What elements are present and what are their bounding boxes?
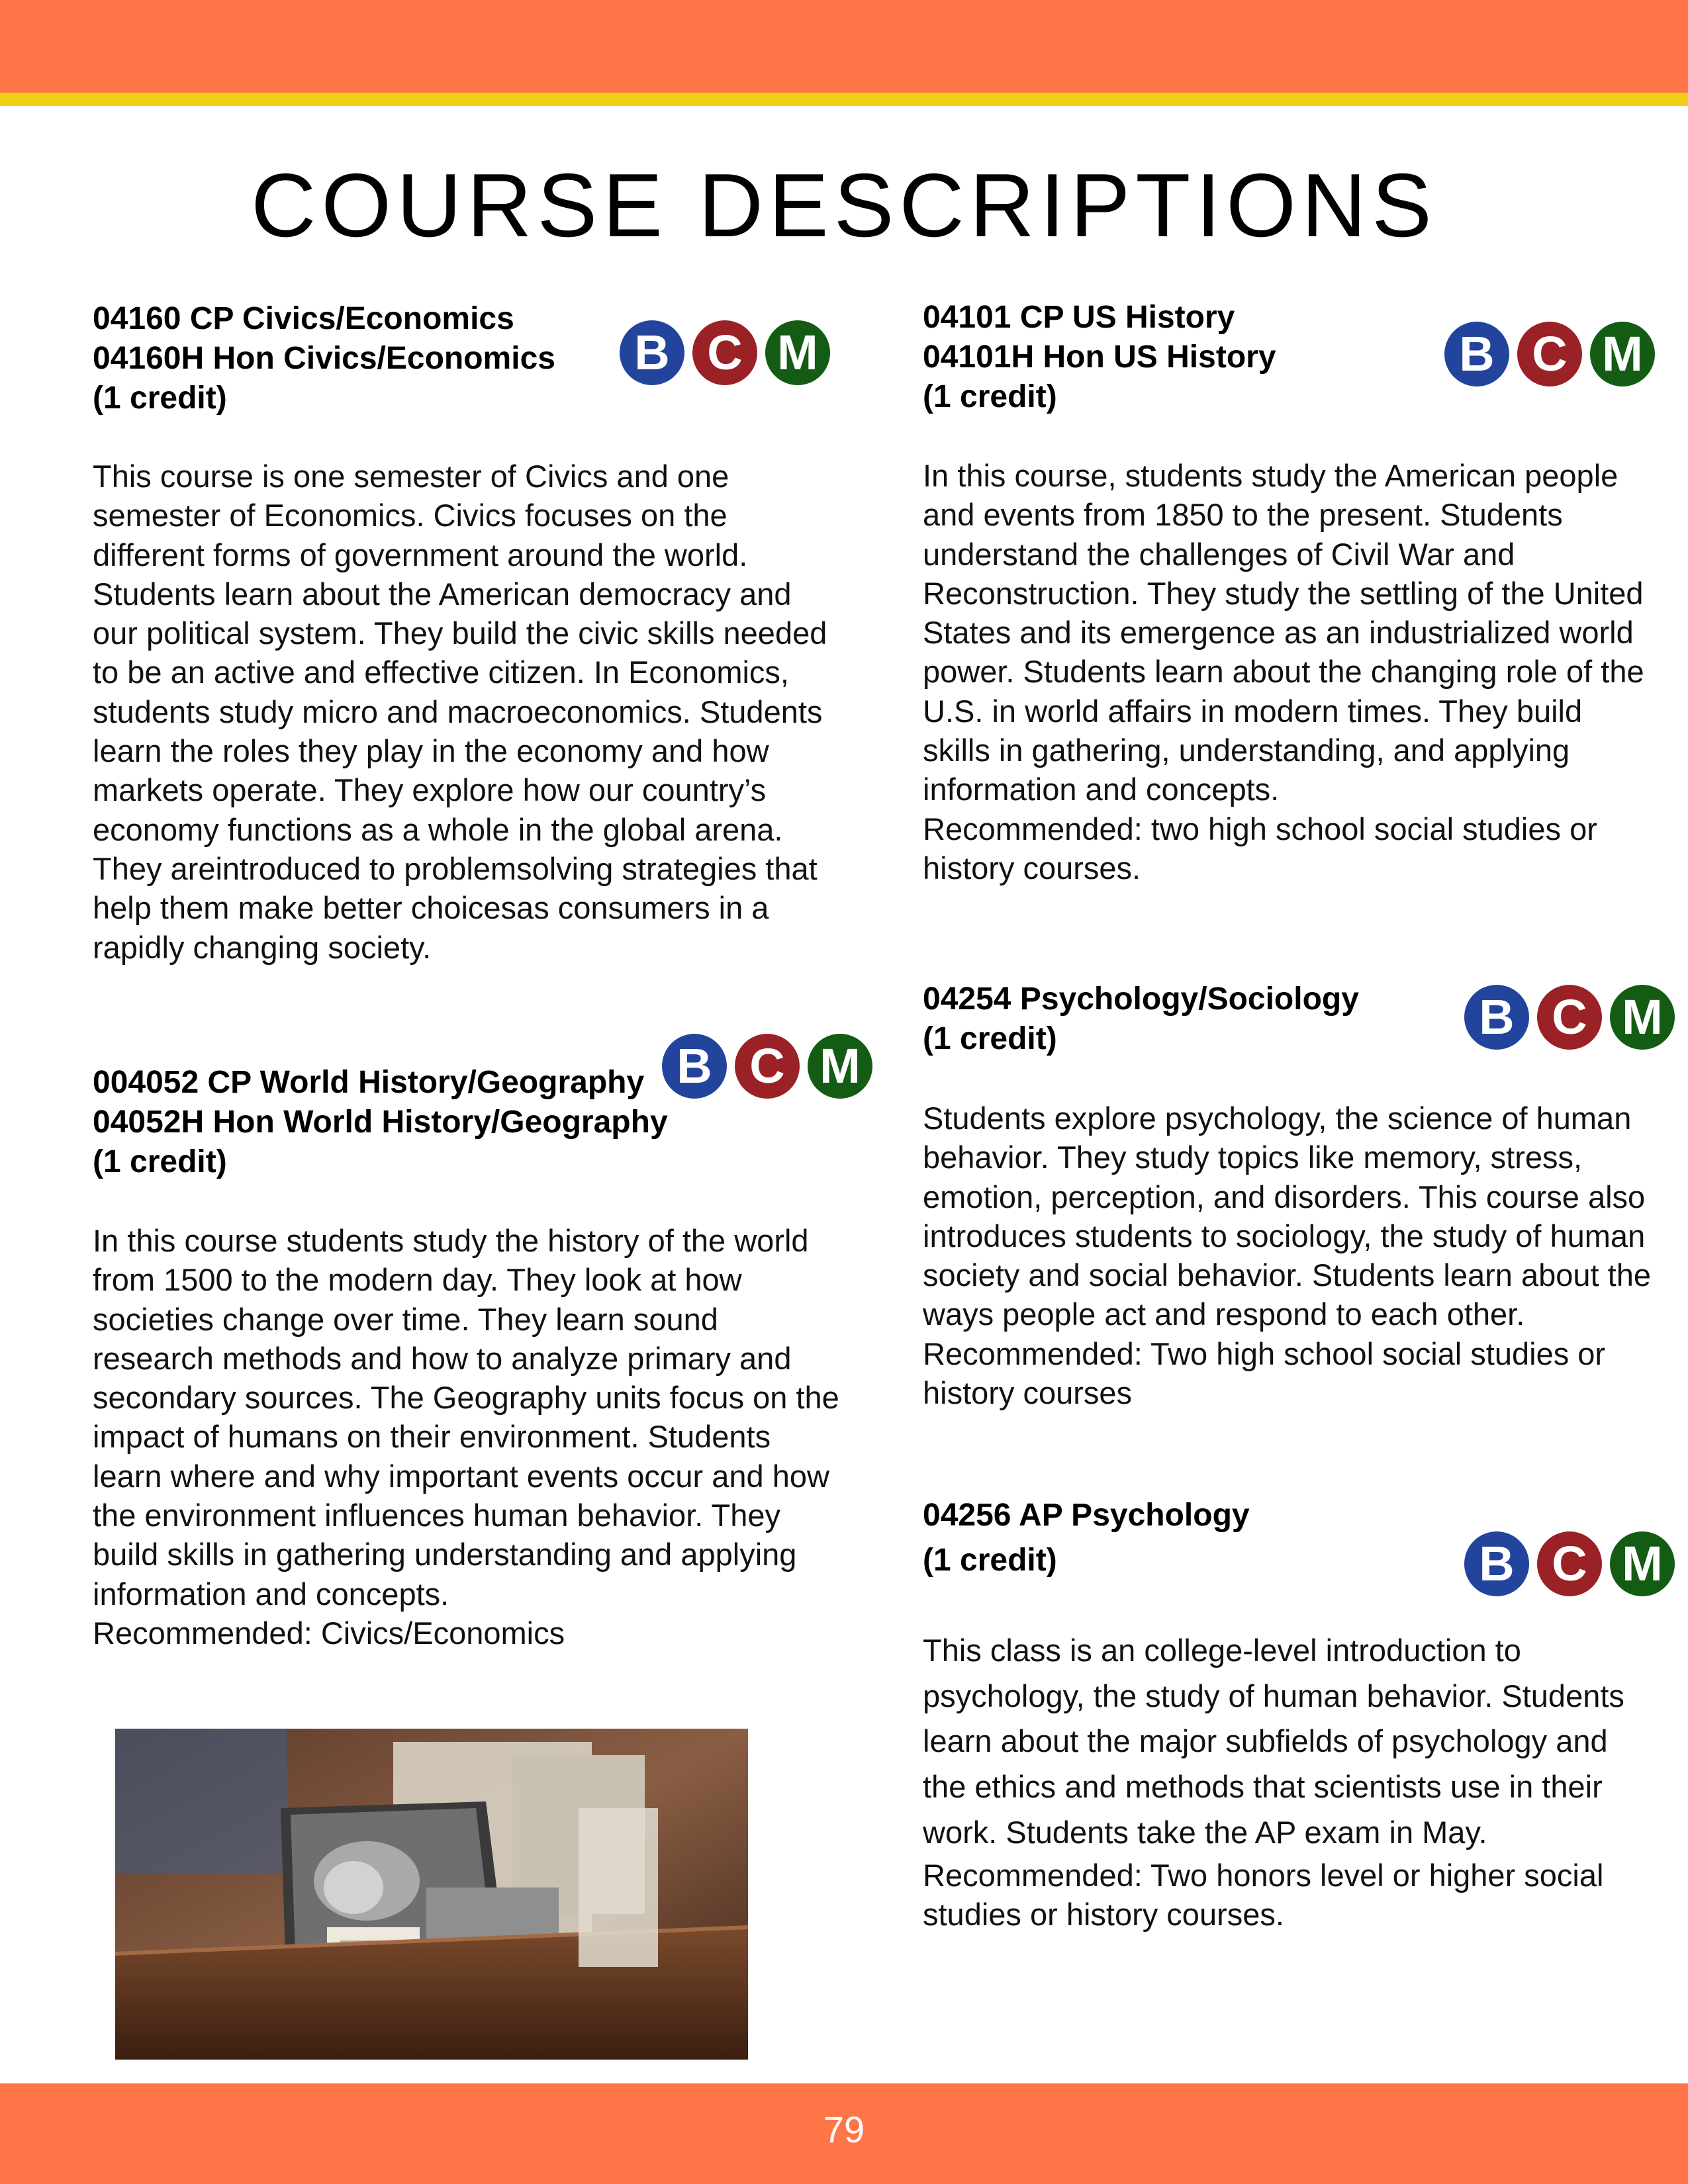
page-title: COURSE DESCRIPTIONS — [251, 155, 1437, 255]
campus-badges — [1464, 985, 1675, 1050]
course-code-line: 04256 AP Psychology — [923, 1498, 1250, 1533]
badge-m: M — [1610, 985, 1675, 1050]
badge-m: M — [765, 320, 830, 385]
campus-badges — [1444, 322, 1655, 387]
course-credit: (1 credit) — [93, 1144, 227, 1179]
course-code-line: 004052 CP World History/Geography — [93, 1065, 645, 1100]
course-heading-civics — [93, 299, 555, 418]
course-description-psychology-sociology — [923, 1099, 1658, 1412]
course-heading-ap-psychology — [923, 1493, 1250, 1583]
course-heading-world-history — [93, 1063, 668, 1182]
course-code-line: 04101H Hon US History — [923, 340, 1276, 375]
badge-m: M — [1610, 1531, 1675, 1596]
recommended-text: Recommended: Two honors level or higher social studies or history courses. — [923, 1857, 1604, 1932]
badge-b: B — [662, 1034, 727, 1099]
badge-c: C — [1537, 1531, 1602, 1596]
badge-m: M — [1590, 322, 1655, 387]
course-credit: (1 credit) — [923, 1021, 1057, 1056]
campus-badges — [620, 320, 830, 385]
badge-c: C — [1517, 322, 1582, 387]
course-heading-us-history — [923, 298, 1276, 417]
description-text: This class is an college-level introduction to psychology, the study of human behavior. Students learn about the major subfields of psychology and the ethics and methods that scientists use in their work. Students take the AP exam in May. — [923, 1633, 1624, 1850]
course-code-line: 04101 CP US History — [923, 300, 1235, 335]
badge-c: C — [692, 320, 757, 385]
course-code-line: 04254 Psychology/Sociology — [923, 981, 1359, 1017]
course-credit: (1 credit) — [923, 379, 1057, 414]
campus-badges — [1464, 1531, 1675, 1596]
description-text: In this course students study the history of the world from 1500 to the modern day. They look at how societies change over time. They learn sound research methods and how to analyze primary and secondary sources. The Geography units focus on the impact of humans on their environment. Students learn where and why important events occur and how the environment influences human behavior. They build skills in gathering understanding and applying information and concepts. — [93, 1223, 839, 1612]
vintage-photos-box-image — [115, 1729, 748, 2060]
badge-b: B — [1464, 985, 1529, 1050]
course-description-ap-psychology — [923, 1628, 1658, 1934]
course-credit: (1 credit) — [93, 381, 227, 416]
campus-badges — [662, 1034, 872, 1099]
course-code-line: 04052H Hon World History/Geography — [93, 1105, 668, 1140]
recommended-text: Recommended: Civics/Economics — [93, 1615, 565, 1651]
recommended-text: Recommended: two high school social studies or history courses. — [923, 811, 1597, 886]
course-credit: (1 credit) — [923, 1543, 1057, 1578]
header-bar — [0, 0, 1688, 93]
course-description-world-history — [93, 1221, 841, 1653]
badge-c: C — [1537, 985, 1602, 1050]
page-number: 79 — [823, 2109, 865, 2150]
badge-b: B — [1464, 1531, 1529, 1596]
recommended-text: Recommended: Two high school social studies or history courses — [923, 1336, 1606, 1411]
course-description-us-history — [923, 456, 1658, 887]
description-text: In this course, students study the American people and events from 1850 to the present. Students understand the challenges of Civil War and Reconstruction. They study the settling of the United States and its emergence as an industrialized world power. Students learn about the changing role of the U.S. in world affairs in modern times. They build skills in gathering, understanding, and applying information and concepts. — [923, 458, 1644, 807]
badge-c: C — [735, 1034, 800, 1099]
header-stripe — [0, 93, 1688, 106]
badge-b: B — [1444, 322, 1509, 387]
badge-b: B — [620, 320, 684, 385]
description-text: This course is one semester of Civics and one semester of Economics. Civics focuses on the different forms of government around the world. Students learn about the American democracy and our political system. They build the civic skills needed to be an active and effective citizen. In Economics, students study micro and macroeconomics. Students learn the roles they play in the economy and how markets operate. They explore how our country’s economy functions as a whole in the global arena. They areintroduced to problemsolving strategies that help them make better choicesas consumers in a rapidly changing society. — [93, 459, 827, 965]
course-code-line: 04160 CP Civics/Economics — [93, 301, 514, 336]
badge-m: M — [808, 1034, 872, 1099]
course-heading-psychology-sociology — [923, 979, 1359, 1059]
course-code-line: 04160H Hon Civics/Economics — [93, 341, 555, 376]
description-text: Students explore psychology, the science of human behavior. They study topics like memory, stress, emotion, perception, and disorders. This course also introduces students to sociology, the study of human society and social behavior. Students learn about the ways people act and respond to each other. — [923, 1101, 1652, 1332]
course-description-civics — [93, 457, 841, 967]
